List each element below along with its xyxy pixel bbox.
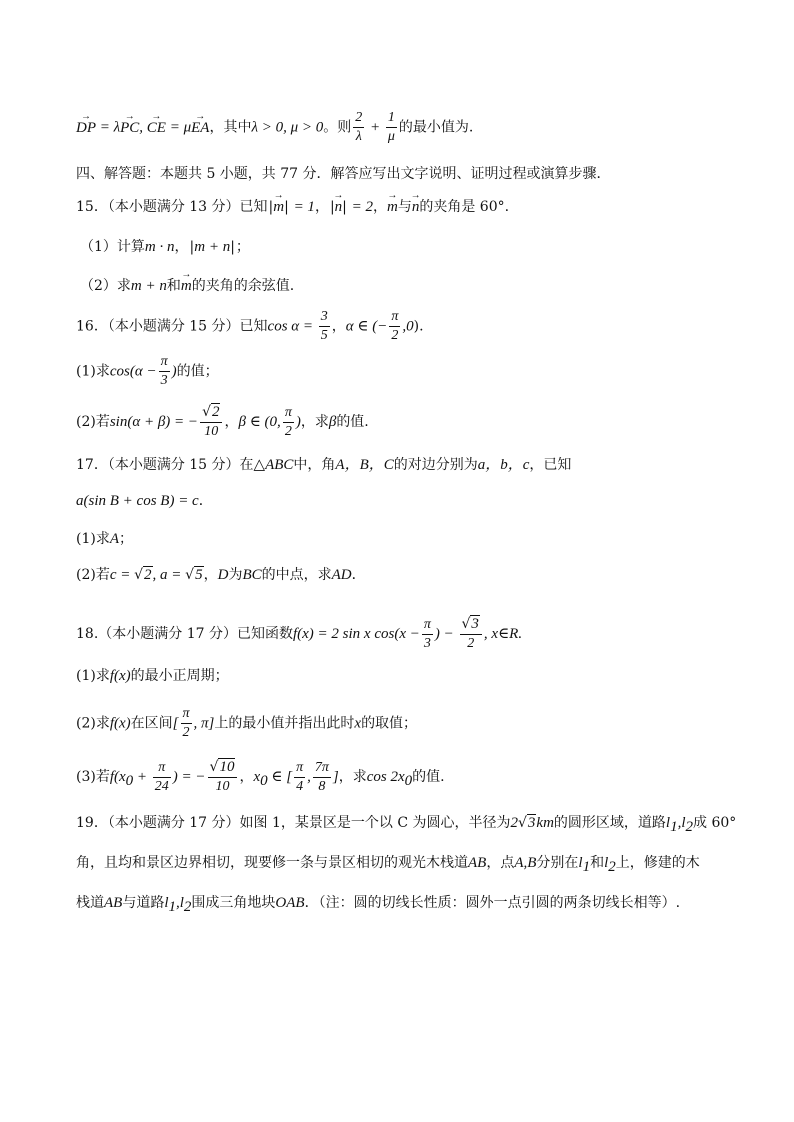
q19-line1: 19．（本小题满分 17 分）如图 1，某景区是一个以 C 为圆心，半径为2√3km的圆形区域，道路$l_1,l_2$成 60°: [76, 815, 737, 835]
q18-stem: 18.（本小题满分 17 分）已知函数f(x) = 2 sin x cos(x − $\frac{\pi}{3}$ ) − $\frac{√3}{2}$ , x∈R.: [76, 616, 523, 651]
q15-part2: （2）求m + n和→ m的夹角的余弦值.: [80, 275, 740, 297]
fraction-1-over-mu: $\frac{1}{\mu}$: [387, 110, 395, 144]
q16-part1: (1)求cos(α − $\frac{\pi}{3}$ )的值；: [76, 354, 219, 388]
q19-line3: 栈道AB与道路$l_1,l_2$围成三角地块OAB．（注：圆的切线长性质：圆外一点引圆的两条切线长相等）.: [76, 895, 681, 915]
q19-line2: 角，且均和景区边界相切，现要修一条与景区相切的观光木栈道AB，点A,B分别在$l_1$和$l_2$上，修建的木: [76, 855, 700, 875]
q17-stem-line2: a(sin B + cos B) = c．: [76, 493, 213, 509]
section-four-heading: 四、解答题：本题共 5 小题，共 77 分．解答应写出文字说明、证明过程或演算步骤．: [76, 166, 611, 182]
q16-stem: 16．（本小题满分 15 分）已知cos α = $\frac{3}{5}$ ，α ∈ (− $\frac{\pi}{2}$ ,0).: [76, 309, 424, 343]
q18-part1: (1)求f(x)的最小正周期；: [76, 668, 229, 684]
q17-part1: (1)求A；: [76, 531, 134, 547]
fraction-2-over-lambda: $\frac{2}{\lambda}$: [355, 110, 363, 144]
q16-part2: (2)若sin(α + β) = − $\frac{√2}{10}$ ，β ∈ (0, $\frac{\pi}{2}$ )，求β的值.: [76, 404, 369, 439]
q18-part2: (2)求f(x)在区间[ $\frac{\pi}{2}$ , π]上的最小值并指出此时x的取值；: [76, 706, 418, 740]
q14-continuation: → DP = λ→ PC, → CE = μ→ EA，其中λ > 0, μ > 0。则 $\frac{2}{\lambda}$ + $\frac{1}{\mu}$ 的最小值为.: [76, 111, 736, 144]
q15-stem: 15．（本小题满分 13 分）已知|→ m| = 1，|→ n| = 2，→ m与→ n的夹角是 60°.: [76, 196, 736, 218]
q18-part3: (3)若$f(x_0$ + $\frac{\pi}{24}$ ) = − $\frac{√10}{10}$ ，$x_0$ ∈ [ $\frac{\pi}{4}$ , $\frac{7\pi}{8}$ ]，求$\cos 2x_0$的值.: [76, 759, 445, 794]
q15-part1: （1）计算m · n，|m + n|；: [80, 239, 250, 255]
q17-part2: (2)若c = √2, a = √5，D为BC的中点，求AD．: [76, 567, 366, 583]
q17-stem-line1: 17．（本小题满分 15 分）在△ABC中，角A，B，C的对边分别为a，b，c，已知: [76, 457, 572, 473]
